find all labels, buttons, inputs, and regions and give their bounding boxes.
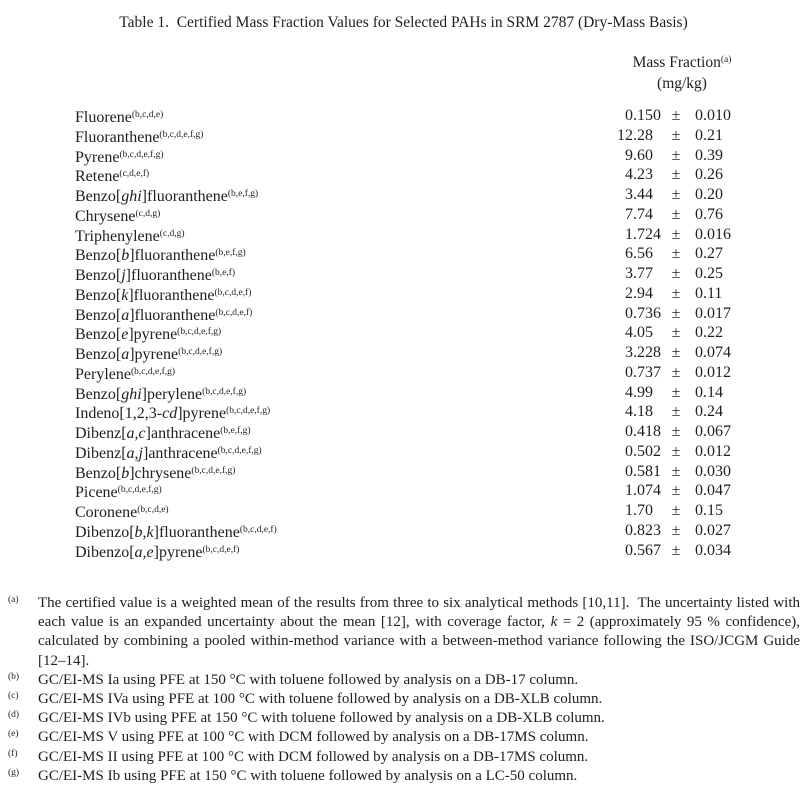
uncertainty-value: 0.010 bbox=[695, 107, 731, 124]
table-row bbox=[75, 462, 781, 482]
value-integer-part: 0 bbox=[625, 442, 633, 460]
value-fraction-part: .581 bbox=[633, 462, 661, 480]
compound-name: Benzo[ghi]fluoranthene$^{(b,e,f,g)}$ bbox=[75, 188, 259, 205]
plus-minus-symbol: ± bbox=[671, 383, 681, 401]
plus-minus-symbol: ± bbox=[671, 324, 681, 342]
plus-minus-symbol: ± bbox=[671, 462, 681, 480]
method-footnote-refs: (b,c,d,e,f,g) bbox=[159, 129, 204, 140]
method-footnote-refs: (c,d,g) bbox=[159, 228, 185, 239]
table-row bbox=[75, 402, 781, 422]
value-integer-part: 0 bbox=[625, 462, 633, 480]
value-integer-part: 0 bbox=[625, 107, 633, 124]
table-row bbox=[75, 343, 781, 363]
table-row bbox=[75, 541, 781, 561]
compound-name: Benzo[a]pyrene$^{(b,c,d,e,f,g)}$ bbox=[75, 346, 223, 363]
footnote-text: GC/EI-MS Ia using PFE at 150 °C with toluene followed by analysis on a DB-17 column. bbox=[38, 671, 579, 688]
footnote-text: GC/EI-MS IVa using PFE at 100 °C with toluene followed by analysis on a DB-XLB column. bbox=[38, 691, 603, 708]
value-fraction-part: .418 bbox=[633, 423, 661, 440]
plus-minus-symbol: ± bbox=[671, 344, 681, 361]
footnote bbox=[8, 594, 800, 671]
value-integer-part: 1 bbox=[625, 482, 633, 500]
uncertainty-value: 0.14 bbox=[695, 383, 723, 401]
method-footnote-refs: (b,c,d,e,f,g) bbox=[226, 406, 271, 417]
compound-name: Coronene$^{(b,c,d,e)}$ bbox=[75, 504, 169, 521]
method-footnote-refs: (b,c,d,e,f) bbox=[239, 524, 277, 535]
plus-minus-symbol: ± bbox=[671, 146, 681, 164]
plus-minus-symbol: ± bbox=[671, 521, 681, 539]
column-header-label: Mass Fraction bbox=[632, 54, 721, 71]
value-fraction-part: .23 bbox=[633, 166, 653, 184]
uncertainty-value: 0.017 bbox=[695, 304, 731, 322]
method-footnote-refs: (b,c,d,e,f) bbox=[202, 544, 240, 555]
plus-minus-symbol: ± bbox=[671, 186, 681, 203]
column-header bbox=[593, 50, 771, 94]
value-integer-part: 4 bbox=[625, 166, 633, 184]
value-fraction-part: .94 bbox=[633, 284, 653, 302]
plus-minus-symbol: ± bbox=[671, 284, 681, 302]
uncertainty-value: 0.21 bbox=[695, 126, 723, 144]
value-fraction-part: .567 bbox=[633, 541, 661, 559]
value-integer-part: 3 bbox=[625, 344, 633, 361]
value-integer-part: 3 bbox=[625, 265, 633, 282]
table-row bbox=[75, 442, 781, 462]
compound-name: Retene$^{(c,d,e,f)}$ bbox=[75, 168, 150, 186]
value-integer-part: 0 bbox=[625, 541, 633, 559]
footnote-text: GC/EI-MS Ib using PFE at 150 °C with toluene followed by analysis on a LC-50 column. bbox=[38, 767, 578, 784]
compound-name: Dibenzo[b,k]fluoranthene$^{(b,c,d,e,f)}$ bbox=[75, 523, 277, 541]
table-row bbox=[75, 323, 781, 343]
value-fraction-part: .70 bbox=[633, 502, 653, 519]
method-footnote-refs: (b,c,d,e) bbox=[137, 505, 169, 515]
value-fraction-part: .502 bbox=[633, 442, 661, 460]
value-fraction-part: .74 bbox=[633, 205, 653, 223]
value-fraction-part: .737 bbox=[633, 363, 661, 381]
table-row bbox=[75, 244, 781, 264]
method-footnote-refs: (b,c,d,e,f,g) bbox=[130, 366, 176, 377]
uncertainty-value: 0.15 bbox=[695, 502, 723, 519]
footnote bbox=[8, 690, 800, 709]
footnote bbox=[8, 767, 800, 786]
method-footnote-refs: (b,c,d,e,f,g) bbox=[177, 327, 222, 338]
value-fraction-part: .150 bbox=[633, 107, 661, 124]
uncertainty-value: 0.11 bbox=[695, 284, 723, 302]
footnote-marker: (a) bbox=[8, 595, 19, 605]
column-header-footnote-ref: (a) bbox=[720, 55, 732, 65]
value-fraction-part: .99 bbox=[633, 383, 653, 401]
footnote bbox=[8, 709, 800, 728]
value-integer-part: 0 bbox=[625, 423, 633, 440]
plus-minus-symbol: ± bbox=[671, 403, 681, 421]
method-footnote-refs: (b,c,d,e,f,g) bbox=[117, 485, 162, 496]
plus-minus-symbol: ± bbox=[671, 166, 681, 184]
value-integer-part: 7 bbox=[625, 205, 633, 223]
value-fraction-part: .736 bbox=[633, 304, 661, 322]
value-integer-part: 0 bbox=[625, 304, 633, 322]
plus-minus-symbol: ± bbox=[671, 225, 681, 243]
uncertainty-value: 0.76 bbox=[695, 205, 723, 223]
method-footnote-refs: (b,c,d,e,f,g) bbox=[178, 347, 223, 357]
column-header-unit: (mg/kg) bbox=[657, 75, 707, 92]
uncertainty-value: 0.20 bbox=[695, 186, 723, 203]
value-fraction-part: .60 bbox=[633, 146, 653, 164]
method-footnote-refs: (b,c,d,e,f,g) bbox=[202, 386, 247, 397]
table-title: Table 1. Certified Mass Fraction Values for Selected PAHs in SRM 2787 (Dry-Mass Basis) bbox=[119, 14, 688, 31]
footnote bbox=[8, 728, 800, 747]
uncertainty-value: 0.016 bbox=[695, 225, 731, 243]
compound-name: Benzo[ghi]perylene$^{(b,c,d,e,f,g)}$ bbox=[75, 385, 247, 403]
compound-name: Fluoranthene$^{(b,c,d,e,f,g)}$ bbox=[75, 128, 204, 146]
uncertainty-value: 0.047 bbox=[695, 482, 731, 500]
plus-minus-symbol: ± bbox=[671, 304, 681, 322]
footnote-text: The certified value is a weighted mean of the results from three to six analytical methods [10,11]. The uncertainty listed with each value is an expanded uncertainty about the mean [12], with coverage factor, k = 2 (approximately 95 % confidence), calculated by combining a pooled within-method variance with a between-method variance following the ISO/JCGM Guide [12–14]. bbox=[38, 595, 800, 669]
value-fraction-part: .77 bbox=[633, 265, 653, 282]
table-row bbox=[75, 284, 781, 304]
uncertainty-value: 0.034 bbox=[695, 541, 731, 559]
compound-name: Benzo[b]fluoranthene$^{(b,e,f,g)}$ bbox=[75, 247, 246, 265]
compound-name: Indeno[1,2,3-cd]pyrene$^{(b,c,d,e,f,g)}$ bbox=[75, 405, 271, 423]
value-integer-part: 4 bbox=[625, 403, 633, 421]
value-fraction-part: .724 bbox=[633, 225, 661, 243]
footnote bbox=[8, 748, 800, 767]
plus-minus-symbol: ± bbox=[671, 482, 681, 500]
table-row bbox=[75, 165, 781, 185]
uncertainty-value: 0.22 bbox=[695, 324, 723, 342]
value-fraction-part: .05 bbox=[633, 324, 653, 342]
plus-minus-symbol: ± bbox=[671, 126, 681, 144]
method-footnote-refs: (b,c,d,e,f,g) bbox=[119, 149, 164, 160]
uncertainty-value: 0.39 bbox=[695, 146, 723, 164]
plus-minus-symbol: ± bbox=[671, 107, 681, 124]
method-footnote-refs: (b,e,f) bbox=[211, 268, 236, 278]
value-integer-part: 0 bbox=[625, 363, 633, 381]
value-fraction-part: .44 bbox=[633, 186, 653, 203]
value-integer-part: 0 bbox=[625, 521, 633, 539]
value-integer-part: 3 bbox=[625, 186, 633, 203]
footnote-marker: (c) bbox=[8, 691, 19, 702]
footnote-text: GC/EI-MS IVb using PFE at 150 °C with toluene followed by analysis on a DB-XLB column. bbox=[38, 710, 605, 727]
plus-minus-symbol: ± bbox=[671, 502, 681, 519]
method-footnote-refs: (c,d,g) bbox=[135, 208, 161, 219]
plus-minus-symbol: ± bbox=[671, 363, 681, 381]
compound-name: Pyrene$^{(b,c,d,e,f,g)}$ bbox=[75, 148, 164, 166]
footnote-text: GC/EI-MS II using PFE at 100 °C with DCM followed by analysis on a DB-17MS column. bbox=[38, 748, 589, 765]
table-row bbox=[75, 185, 781, 205]
uncertainty-value: 0.26 bbox=[695, 166, 723, 184]
uncertainty-value: 0.012 bbox=[695, 442, 731, 460]
compound-name: Benzo[k]fluoranthene$^{(b,c,d,e,f)}$ bbox=[75, 286, 252, 304]
footnote bbox=[8, 671, 800, 690]
compound-name: Fluorene$^{(b,c,d,e)}$ bbox=[75, 109, 164, 126]
compound-name: Dibenz[a,j]anthracene$^{(b,c,d,e,f,g)}$ bbox=[75, 444, 262, 462]
method-footnote-refs: (b,c,d,e) bbox=[131, 110, 164, 120]
uncertainty-value: 0.24 bbox=[695, 403, 723, 421]
table-row bbox=[75, 481, 781, 501]
footnote-marker: (g) bbox=[8, 767, 20, 778]
compound-name: Dibenzo[a,e]pyrene$^{(b,c,d,e,f)}$ bbox=[75, 543, 240, 561]
value-fraction-part: .823 bbox=[633, 521, 661, 539]
plus-minus-symbol: ± bbox=[671, 541, 681, 559]
footnote-text: GC/EI-MS V using PFE at 100 °C with DCM followed by analysis on a DB-17MS column. bbox=[38, 729, 589, 746]
uncertainty-value: 0.030 bbox=[695, 462, 731, 480]
uncertainty-value: 0.012 bbox=[695, 363, 731, 381]
uncertainty-value: 0.067 bbox=[695, 423, 731, 440]
value-fraction-part: .28 bbox=[633, 126, 653, 144]
value-integer-part: 12 bbox=[617, 126, 633, 144]
compound-name: Chrysene$^{(c,d,g)}$ bbox=[75, 207, 161, 225]
table-row bbox=[75, 383, 781, 403]
table-row bbox=[75, 363, 781, 383]
footnote-marker: (f) bbox=[8, 748, 18, 759]
value-fraction-part: .18 bbox=[633, 403, 653, 421]
value-fraction-part: .074 bbox=[633, 482, 661, 500]
method-footnote-refs: (b,c,d,e,f) bbox=[214, 287, 252, 298]
method-footnote-refs: (b,c,d,e,f,g) bbox=[217, 445, 262, 456]
table-rows bbox=[75, 106, 781, 560]
table-row bbox=[75, 304, 781, 324]
compound-name: Benzo[e]pyrene$^{(b,c,d,e,f,g)}$ bbox=[75, 326, 222, 344]
compound-name: Benzo[j]fluoranthene$^{(b,e,f)}$ bbox=[75, 267, 236, 284]
value-fraction-part: .228 bbox=[633, 344, 661, 361]
footnote-marker: (d) bbox=[8, 710, 20, 721]
value-fraction-part: .56 bbox=[633, 245, 653, 263]
footnote-marker: (e) bbox=[8, 729, 19, 740]
compound-name: Perylene$^{(b,c,d,e,f,g)}$ bbox=[75, 365, 176, 383]
value-integer-part: 4 bbox=[625, 383, 633, 401]
uncertainty-value: 0.25 bbox=[695, 265, 723, 282]
table-row bbox=[75, 126, 781, 146]
table-row bbox=[75, 146, 781, 166]
uncertainty-value: 0.074 bbox=[695, 344, 731, 361]
footnotes bbox=[8, 594, 800, 786]
plus-minus-symbol: ± bbox=[671, 245, 681, 263]
table-row bbox=[75, 501, 781, 521]
value-integer-part: 4 bbox=[625, 324, 633, 342]
compound-name: Picene$^{(b,c,d,e,f,g)}$ bbox=[75, 484, 162, 502]
value-integer-part: 6 bbox=[625, 245, 633, 263]
table-row bbox=[75, 521, 781, 541]
column-header-line1 bbox=[593, 50, 771, 73]
uncertainty-value: 0.027 bbox=[695, 521, 731, 539]
uncertainty-value: 0.27 bbox=[695, 245, 723, 263]
compound-name: Dibenz[a,c]anthracene$^{(b,e,f,g)}$ bbox=[75, 425, 251, 442]
table-row bbox=[75, 106, 781, 126]
method-footnote-refs: (b,e,f,g) bbox=[220, 426, 251, 436]
value-integer-part: 2 bbox=[625, 284, 633, 302]
method-footnote-refs: (c,d,e,f) bbox=[119, 169, 150, 180]
method-footnote-refs: (b,c,d,e,f) bbox=[215, 307, 253, 318]
table-row bbox=[75, 225, 781, 245]
table-row bbox=[75, 264, 781, 284]
method-footnote-refs: (b,e,f,g) bbox=[215, 248, 246, 259]
table-row bbox=[75, 422, 781, 442]
compound-name: Benzo[a]fluoranthene$^{(b,c,d,e,f)}$ bbox=[75, 306, 253, 324]
value-integer-part: 9 bbox=[625, 146, 633, 164]
method-footnote-refs: (b,e,f,g) bbox=[227, 189, 259, 199]
plus-minus-symbol: ± bbox=[671, 265, 681, 282]
value-integer-part: 1 bbox=[625, 225, 633, 243]
compound-name: Triphenylene$^{(c,d,g)}$ bbox=[75, 227, 185, 245]
value-integer-part: 1 bbox=[625, 502, 633, 519]
plus-minus-symbol: ± bbox=[671, 423, 681, 440]
footnote-marker: (b) bbox=[8, 671, 20, 682]
method-footnote-refs: (b,c,d,e,f,g) bbox=[191, 465, 236, 476]
plus-minus-symbol: ± bbox=[671, 442, 681, 460]
table-row bbox=[75, 205, 781, 225]
compound-name: Benzo[b]chrysene$^{(b,c,d,e,f,g)}$ bbox=[75, 464, 236, 482]
plus-minus-symbol: ± bbox=[671, 205, 681, 223]
